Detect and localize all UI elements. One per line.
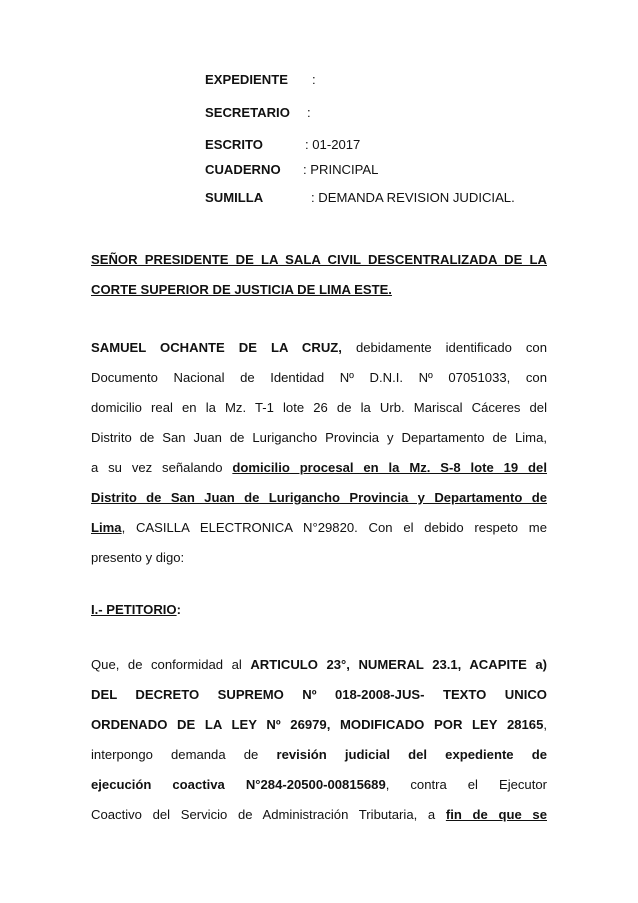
paragraph-line (91, 710, 547, 740)
procedural-address: domicilio procesal en la Mz. S-8 lote 19 del (232, 460, 547, 475)
line-text: debidamente identificado con (355, 340, 547, 355)
section-heading (91, 595, 547, 625)
line-text: : (176, 602, 181, 617)
line-text: ejecución coactiva (91, 777, 225, 792)
paragraph-line: Documento Nacional de Identidad Nº D.N.I. Nº 07051033, con (91, 370, 547, 385)
line-text: N°284-20500-00815689 (245, 777, 386, 792)
paragraph-line (91, 453, 547, 483)
header-value: : DEMANDA REVISION JUDICIAL. (311, 190, 515, 205)
paragraph-line (91, 650, 547, 680)
header-key: EXPEDIENTE (205, 72, 288, 87)
header-value: : PRINCIPAL (303, 162, 379, 177)
header-key: CUADERNO (205, 162, 281, 177)
plaintiff-name: SAMUEL OCHANTE DE LA CRUZ, (91, 340, 342, 355)
line-text: a su vez señalando (91, 460, 223, 475)
paragraph-line: domicilio real en la Mz. T-1 lote 26 de la Urb. Mariscal Cáceres del (91, 400, 547, 415)
paragraph-line (91, 800, 547, 830)
line-text: , contra el Ejecutor (385, 777, 547, 792)
header-value: : (307, 105, 311, 120)
section-title: I.- PETITORIO (91, 602, 177, 617)
paragraph-line (91, 740, 547, 770)
header-key: SUMILLA (205, 190, 264, 205)
paragraph-line (91, 770, 547, 800)
paragraph-line (91, 513, 547, 543)
addressee-line: SEÑOR PRESIDENTE DE LA SALA CIVIL DESCENTRALIZADA DE LA (91, 252, 547, 267)
line-text: fin de que se (445, 807, 547, 822)
paragraph-line (91, 333, 547, 363)
petitorio-paragraph (91, 650, 547, 830)
intro-paragraph (91, 333, 547, 573)
header-value: : (312, 72, 316, 87)
line-text: interpongo demanda de (91, 747, 259, 762)
line-text: ARTICULO 23°, NUMERAL 23.1, ACAPITE a) (250, 657, 547, 672)
paragraph-line: presento y digo: (91, 550, 185, 565)
paragraph-line (91, 595, 547, 625)
line-text: revisión judicial del expediente de (276, 747, 547, 762)
addressee-block (91, 245, 547, 305)
paragraph-line: Distrito de San Juan de Lurigancho Provincia y Departamento de (91, 490, 547, 505)
line-text: Lima (91, 520, 122, 535)
header-key: SECRETARIO (205, 105, 290, 120)
line-text: Coactivo del Servicio de Administración Tributaria, a (91, 807, 436, 822)
line-text: Que, de conformidad al (91, 657, 242, 672)
paragraph-line: DEL DECRETO SUPREMO Nº 018-2008-JUS- TEXTO UNICO (91, 687, 547, 702)
line-text: , CASILLA ELECTRONICA N°29820. Con el debido respeto me (121, 520, 547, 535)
line-text: ORDENADO DE LA LEY Nº 26979, MODIFICADO POR LEY 28165 (91, 717, 544, 732)
header-value: : 01-2017 (305, 137, 361, 152)
paragraph-line: Distrito de San Juan de Lurigancho Provincia y Departamento de Lima, (91, 430, 547, 445)
line-text: , (543, 717, 547, 732)
header-key: ESCRITO (205, 137, 263, 152)
addressee-line: CORTE SUPERIOR DE JUSTICIA DE LIMA ESTE. (91, 282, 392, 297)
